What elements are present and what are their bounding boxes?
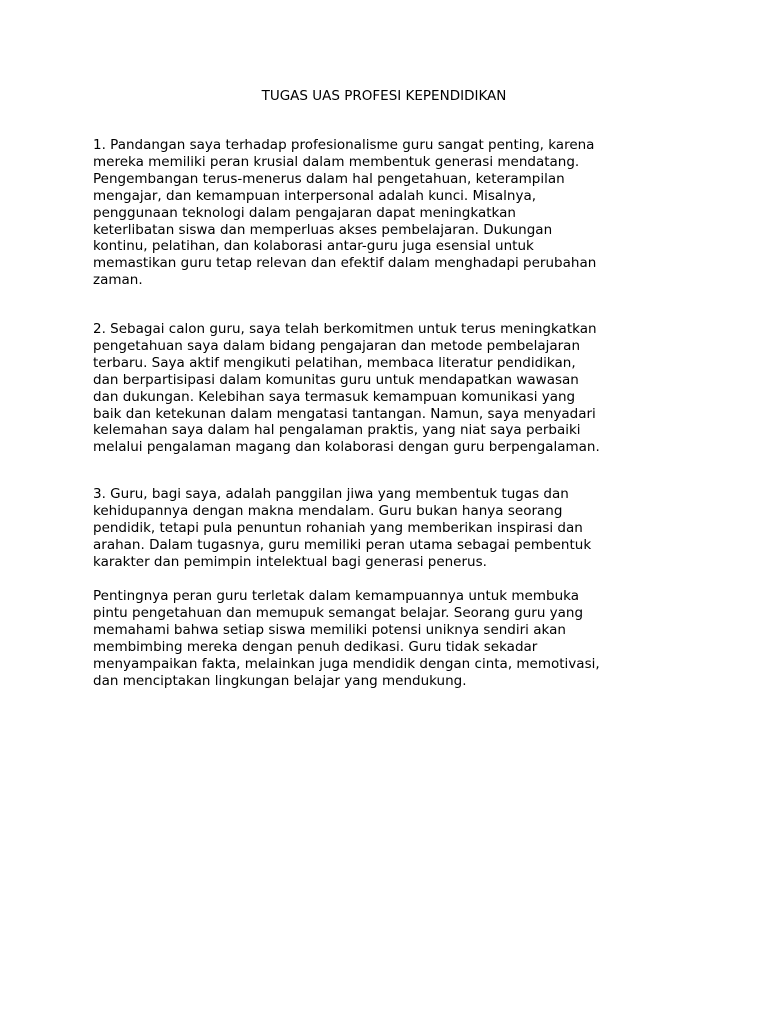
paragraph-line: Pengembangan terus-menerus dalam hal pengetahuan, keterampilan — [93, 170, 565, 187]
paragraph-line: mengajar, dan kemampuan interpersonal adalah kunci. Misalnya, — [93, 187, 537, 204]
paragraph-line: dan dukungan. Kelebihan saya termasuk kemampuan komunikasi yang — [93, 388, 576, 405]
paragraph-line: dan berpartisipasi dalam komunitas guru untuk mendapatkan wawasan — [93, 371, 579, 388]
paragraph-line: kontinu, pelatihan, dan kolaborasi antar-guru juga esensial untuk — [93, 238, 534, 255]
paragraph-line: pintu pengetahuan dan memupuk semangat belajar. Seorang guru yang — [93, 604, 584, 621]
paragraph-line: 2. Sebagai calon guru, saya telah berkomitmen untuk terus meningkatkan — [93, 321, 597, 337]
paragraph-line: Pentingnya peran guru terletak dalam kemampuannya untuk membuka — [93, 588, 579, 604]
paragraph-line: membimbing mereka dengan penuh dedikasi. Guru tidak sekadar — [93, 638, 538, 655]
paragraph-line: menyampaikan fakta, melainkan juga mendidik dengan cinta, memotivasi, — [93, 655, 600, 672]
paragraph-line: zaman. — [93, 272, 143, 289]
paragraph-line: memahami bahwa setiap siswa memiliki potensi uniknya sendiri akan — [93, 621, 566, 638]
paragraph-line: keterlibatan siswa dan memperluas akses pembelajaran. Dukungan — [93, 221, 553, 238]
paragraph-1 — [93, 137, 693, 289]
paragraph-line: penggunaan teknologi dalam pengajaran dapat meningkatkan — [93, 204, 516, 221]
paragraph-line: pengetahuan saya dalam bidang pengajaran dan metode pembelajaran — [93, 337, 581, 354]
paragraph-line: kelemahan saya dalam hal pengalaman praktis, yang niat saya perbaiki — [93, 422, 581, 439]
paragraph-line: pendidik, tetapi pula penuntun rohaniah yang memberikan inspirasi dan — [93, 519, 583, 536]
paragraph-line: melalui pengalaman magang dan kolaborasi dengan guru berpengalaman. — [93, 439, 600, 456]
paragraph-line: karakter dan pemimpin intelektual bagi generasi penerus. — [93, 553, 487, 570]
paragraph-line: mereka memiliki peran krusial dalam membentuk generasi mendatang. — [93, 153, 580, 170]
paragraph-3 — [93, 486, 693, 571]
paragraph-line: arahan. Dalam tugasnya, guru memiliki peran utama sebagai pembentuk — [93, 536, 592, 553]
paragraph-line: kehidupannya dengan makna mendalam. Guru bukan hanya seorang — [93, 502, 563, 519]
paragraph-line: dan menciptakan lingkungan belajar yang mendukung. — [93, 672, 467, 689]
paragraph-line: 3. Guru, bagi saya, adalah panggilan jiwa yang membentuk tugas dan — [93, 486, 569, 502]
document-title: TUGAS UAS PROFESI KEPENDIDIKAN — [261, 88, 507, 104]
paragraph-2 — [93, 321, 693, 456]
paragraph-4 — [93, 588, 693, 689]
paragraph-line: terbaru. Saya aktif mengikuti pelatihan, membaca literatur pendidikan, — [93, 354, 576, 371]
paragraph-line: memastikan guru tetap relevan dan efektif dalam menghadapi perubahan — [93, 255, 597, 272]
paragraph-line: 1. Pandangan saya terhadap profesionalisme guru sangat penting, karena — [93, 137, 595, 153]
paragraph-line: baik dan ketekunan dalam mengatasi tantangan. Namun, saya menyadari — [93, 405, 596, 422]
